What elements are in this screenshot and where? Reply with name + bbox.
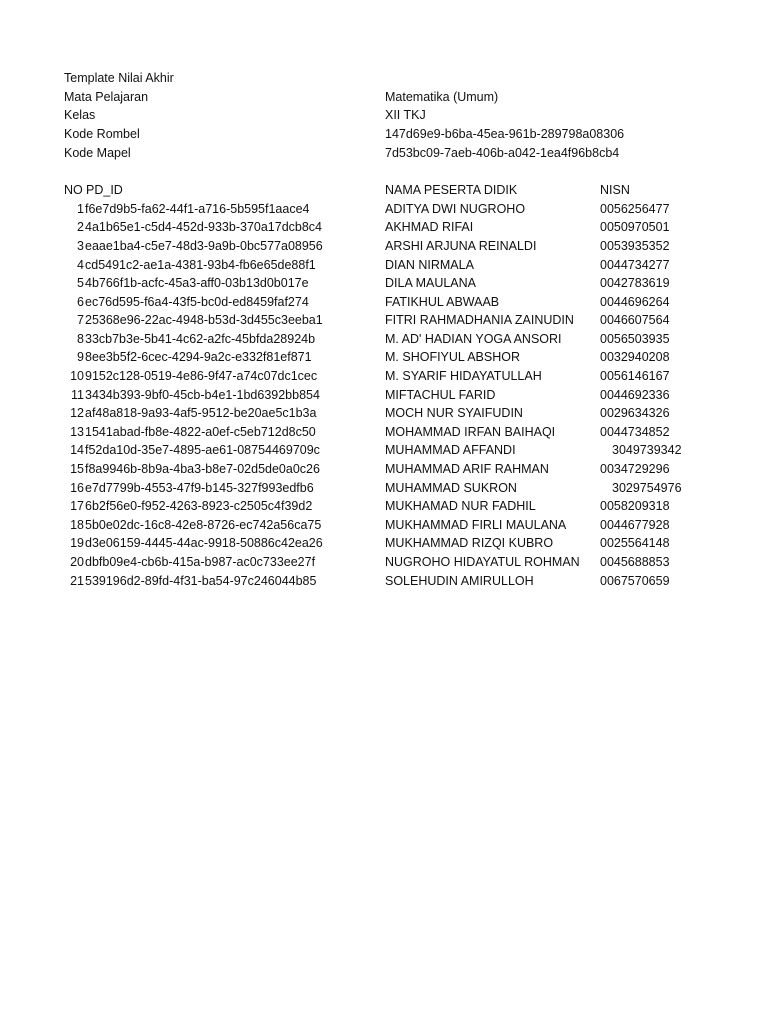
table-row (0, 218, 768, 236)
row-pd-id: 1541abad-fb8e-4822-a0ef-c5eb712d8c50 (85, 425, 316, 439)
table-row (0, 330, 768, 348)
row-number: 20 (70, 555, 84, 569)
row-nisn: 0042783619 (600, 276, 670, 290)
row-student-name: MOCH NUR SYAIFUDIN (385, 406, 523, 420)
table-row (0, 497, 768, 515)
row-number: 18 (70, 518, 84, 532)
table-header-row (0, 181, 768, 199)
row-nisn: 0032940208 (600, 350, 670, 364)
header-field-subject (0, 88, 768, 106)
row-nisn: 0046607564 (600, 313, 670, 327)
table-row (0, 460, 768, 478)
row-nisn: 0056146167 (600, 369, 670, 383)
row-student-name: SOLEHUDIN AMIRULLOH (385, 574, 534, 588)
row-nisn: 0044734277 (600, 258, 670, 272)
row-nisn: 0025564148 (600, 536, 670, 550)
row-nisn: 3029754976 (612, 481, 682, 495)
row-pd-id: 25368e96-22ac-4948-b53d-3d455c3eeba1 (85, 313, 323, 327)
row-student-name: FITRI RAHMADHANIA ZAINUDIN (385, 313, 574, 327)
field-label: Kelas (64, 108, 96, 122)
row-number: 8 (77, 332, 84, 346)
column-header-nisn: NISN (600, 183, 630, 197)
row-pd-id: cd5491c2-ae1a-4381-93b4-fb6e65de88f1 (85, 258, 316, 272)
row-pd-id: af48a818-9a93-4af5-9512-be20ae5c1b3a (85, 406, 317, 420)
row-number: 16 (70, 481, 84, 495)
table-row (0, 386, 768, 404)
row-nisn: 0044677928 (600, 518, 670, 532)
table-row (0, 237, 768, 255)
row-student-name: ADITYA DWI NUGROHO (385, 202, 526, 216)
row-pd-id: f8a9946b-8b9a-4ba3-b8e7-02d5de0a0c26 (85, 462, 320, 476)
row-number: 6 (77, 295, 84, 309)
row-student-name: MUHAMMAD AFFANDI (385, 443, 516, 457)
field-value: Matematika (Umum) (385, 90, 499, 104)
row-nisn: 0045688853 (600, 555, 670, 569)
row-pd-id: 5b0e02dc-16c8-42e8-8726-ec742a56ca75 (85, 518, 322, 532)
field-label: Mata Pelajaran (64, 90, 149, 104)
field-label: Kode Rombel (64, 127, 140, 141)
row-nisn: 0053935352 (600, 239, 670, 253)
row-student-name: DIAN NIRMALA (385, 258, 474, 272)
row-pd-id: 6b2f56e0-f952-4263-8923-c2505c4f39d2 (85, 499, 313, 513)
row-student-name: NUGROHO HIDAYATUL ROHMAN (385, 555, 580, 569)
row-pd-id: 8ee3b5f2-6cec-4294-9a2c-e332f81ef871 (85, 350, 312, 364)
row-student-name: MOHAMMAD IRFAN BAIHAQI (385, 425, 556, 439)
table-row (0, 311, 768, 329)
table-row (0, 572, 768, 590)
row-number: 21 (70, 574, 84, 588)
row-nisn: 0050970501 (600, 220, 670, 234)
row-number: 3 (77, 239, 84, 253)
field-value: 7d53bc09-7aeb-406b-a042-1ea4f96b8cb4 (385, 146, 620, 160)
row-student-name: MIFTACHUL FARID (385, 388, 496, 402)
row-nisn: 0056503935 (600, 332, 670, 346)
row-nisn: 0044696264 (600, 295, 670, 309)
row-pd-id: 4b766f1b-acfc-45a3-aff0-03b13d0b017e (85, 276, 309, 290)
row-student-name: M. SYARIF HIDAYATULLAH (385, 369, 542, 383)
row-pd-id: f52da10d-35e7-4895-ae61-08754469709c (85, 443, 320, 457)
row-number: 2 (77, 220, 84, 234)
row-nisn: 0044734852 (600, 425, 670, 439)
table-row (0, 274, 768, 292)
field-label: Kode Mapel (64, 146, 131, 160)
row-nisn: 0044692336 (600, 388, 670, 402)
row-nisn: 0034729296 (600, 462, 670, 476)
table-row (0, 293, 768, 311)
table-row (0, 441, 768, 459)
row-number: 10 (70, 369, 84, 383)
row-number: 1 (77, 202, 84, 216)
row-pd-id: 33cb7b3e-5b41-4c62-a2fc-45bfda28924b (85, 332, 316, 346)
row-student-name: ARSHI ARJUNA REINALDI (385, 239, 537, 253)
row-number: 19 (70, 536, 84, 550)
column-header-no: NO (64, 183, 83, 197)
row-pd-id: 539196d2-89fd-4f31-ba54-97c246044b85 (85, 574, 317, 588)
table-row (0, 404, 768, 422)
table-row (0, 423, 768, 441)
row-number: 7 (77, 313, 84, 327)
row-number: 11 (71, 388, 84, 402)
row-number: 4 (77, 258, 84, 272)
row-number: 15 (70, 462, 84, 476)
row-nisn: 0056256477 (600, 202, 670, 216)
row-student-name: M. SHOFIYUL ABSHOR (385, 350, 520, 364)
row-student-name: M. AD' HADIAN YOGA ANSORI (385, 332, 562, 346)
header-field-class (0, 106, 768, 124)
document-title-row (0, 69, 768, 87)
row-pd-id: 4a1b65e1-c5d4-452d-933b-370a17dcb8c4 (85, 220, 323, 234)
row-nisn: 0058209318 (600, 499, 670, 513)
table-row (0, 516, 768, 534)
table-row (0, 553, 768, 571)
row-pd-id: e7d7799b-4553-47f9-b145-327f993edfb6 (85, 481, 314, 495)
header-field-rombel-code (0, 125, 768, 143)
column-header-name: NAMA PESERTA DIDIK (385, 183, 518, 197)
row-student-name: MUHAMMAD SUKRON (385, 481, 517, 495)
row-student-name: MUKHAMMAD FIRLI MAULANA (385, 518, 567, 532)
table-row (0, 367, 768, 385)
row-student-name: MUHAMMAD ARIF RAHMAN (385, 462, 549, 476)
table-row (0, 479, 768, 497)
row-nisn: 3049739342 (612, 443, 682, 457)
row-number: 9 (77, 350, 84, 364)
row-number: 12 (70, 406, 84, 420)
row-pd-id: ec76d595-f6a4-43f5-bc0d-ed8459faf274 (85, 295, 309, 309)
row-nisn: 0029634326 (600, 406, 670, 420)
row-pd-id: 3434b393-9bf0-45cb-b4e1-1bd6392bb854 (85, 388, 320, 402)
row-student-name: AKHMAD RIFAI (385, 220, 474, 234)
row-pd-id: 9152c128-0519-4e86-9f47-a74c07dc1cec (85, 369, 318, 383)
row-student-name: FATIKHUL ABWAAB (385, 295, 500, 309)
table-row (0, 534, 768, 552)
column-header-pd-id: PD_ID (86, 183, 123, 197)
field-value: XII TKJ (385, 108, 426, 122)
field-value: 147d69e9-b6ba-45ea-961b-289798a08306 (385, 127, 625, 141)
row-number: 17 (70, 499, 84, 513)
document-title: Template Nilai Akhir (64, 71, 174, 85)
row-number: 13 (70, 425, 84, 439)
row-nisn: 0067570659 (600, 574, 670, 588)
table-row (0, 200, 768, 218)
row-pd-id: dbfb09e4-cb6b-415a-b987-ac0c733ee27f (85, 555, 316, 569)
header-field-mapel-code (0, 144, 768, 162)
table-row (0, 348, 768, 366)
row-student-name: MUKHAMMAD RIZQI KUBRO (385, 536, 554, 550)
row-number: 14 (70, 443, 84, 457)
table-row (0, 256, 768, 274)
row-number: 5 (77, 276, 84, 290)
row-student-name: DILA MAULANA (385, 276, 477, 290)
row-pd-id: f6e7d9b5-fa62-44f1-a716-5b595f1aace4 (85, 202, 310, 216)
row-pd-id: d3e06159-4445-44ac-9918-50886c42ea26 (85, 536, 323, 550)
row-pd-id: eaae1ba4-c5e7-48d3-9a9b-0bc577a08956 (85, 239, 323, 253)
row-student-name: MUKHAMAD NUR FADHIL (385, 499, 536, 513)
